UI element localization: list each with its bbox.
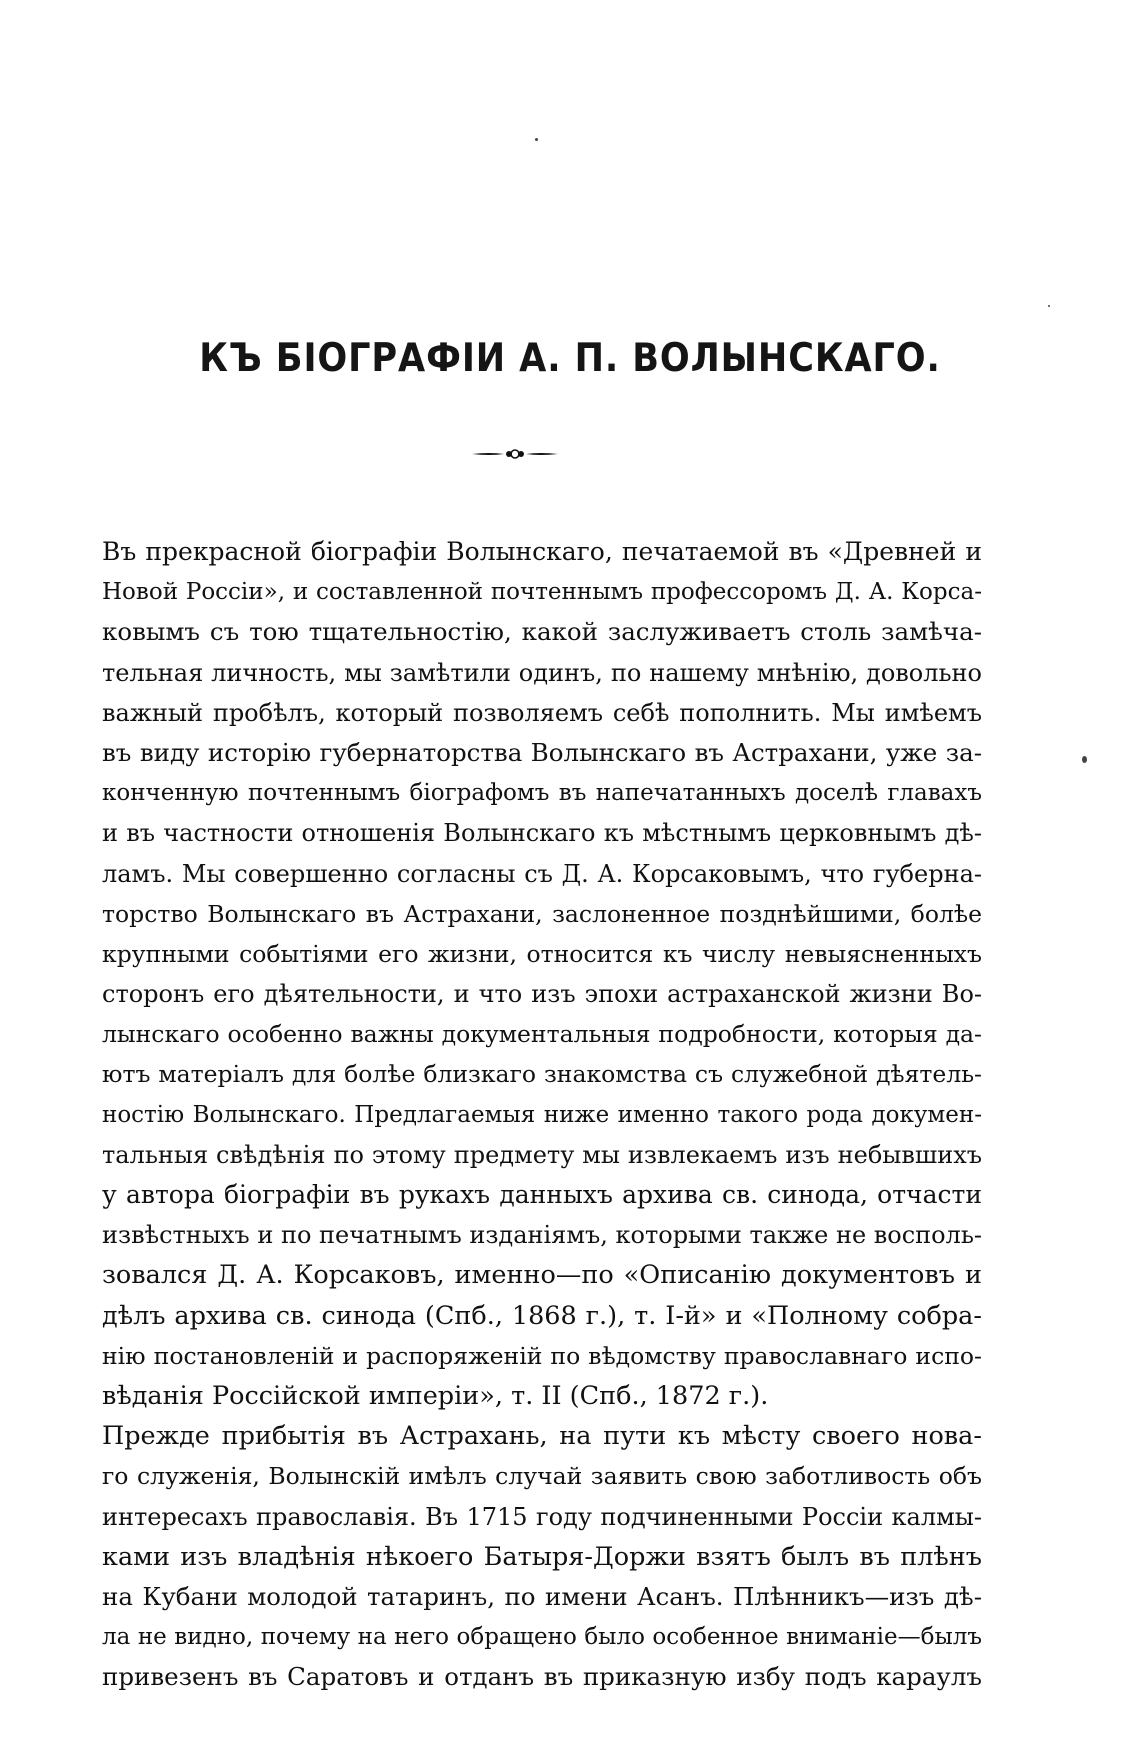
text-line: крупными событіями его жизни, относится къ числу невыясненныхъ xyxy=(102,939,982,968)
text-line: интересахъ православія. Въ 1715 году подчиненными Россіи калмы- xyxy=(102,1502,982,1531)
text-line: важный пробѣлъ, который позволяемъ себѣ пополнить. Мы имѣемъ xyxy=(102,698,982,727)
text-line: лынскаго особенно важны документальныя подробности, которыя да- xyxy=(102,1020,982,1049)
text-line: нію постановленій и распоряженій по вѣдомству православнаго испо- xyxy=(102,1341,982,1370)
text-line: ютъ матеріалъ для болѣе близкаго знакомства съ служебной дѣятель- xyxy=(102,1060,982,1089)
text-line: сторонъ его дѣятельности, и что изъ эпохи астраханской жизни Во- xyxy=(102,980,982,1009)
text-line: ковымъ съ тою тщательностію, какой заслуживаетъ столь замѣча- xyxy=(102,617,982,647)
ornamental-rule-icon xyxy=(470,446,560,462)
article-body xyxy=(102,532,982,1697)
text-line: ламъ. Мы совершенно согласны съ Д. А. Корсаковымъ, что губерна- xyxy=(102,859,982,888)
text-line: и въ частности отношенія Волынскаго къ мѣстнымъ церковнымъ дѣ- xyxy=(102,819,982,848)
text-line: тальныя свѣдѣнія по этому предмету мы извлекаемъ изъ небывшихъ xyxy=(102,1140,982,1169)
page-speck xyxy=(1082,756,1087,763)
text-line: у автора біографіи въ рукахъ данныхъ архива св. синода, отчасти xyxy=(102,1180,982,1209)
text-line: привезенъ въ Саратовъ и отданъ въ приказную избу подъ караулъ xyxy=(102,1662,982,1692)
article-title: КЪ БІОГРАФІИ А. П. ВОЛЫНСКАГО. xyxy=(199,336,941,381)
text-line: торство Волынскаго въ Астрахани, заслоненное позднѣйшими, болѣе xyxy=(102,899,982,928)
text-line: тельная личность, мы замѣтили одинъ, по нашему мнѣнію, довольно xyxy=(102,658,982,687)
text-line: въ виду исторію губернаторства Волынскаго въ Астрахани, уже за- xyxy=(102,737,982,767)
text-line: Въ прекрасной біографіи Волынскаго, печатаемой въ «Древней и xyxy=(102,537,982,566)
text-line: вѣданія Россійской имперіи», т. II (Спб., 1872 г.). xyxy=(102,1380,769,1411)
text-line: зовался Д. А. Корсаковъ, именно—по «Описанію документовъ и xyxy=(102,1260,982,1291)
text-line: Новой Россіи», и составленной почтеннымъ профессоромъ Д. А. Корса- xyxy=(102,579,982,606)
text-line: ностію Волынскаго. Предлагаемыя ниже именно такого рода докумен- xyxy=(102,1101,982,1128)
paragraph-2 xyxy=(102,1416,982,1697)
page-speck xyxy=(1048,305,1050,307)
text-line: дѣлъ архива св. синода (Спб., 1868 г.), т. І-й» и «Полному собра- xyxy=(102,1300,982,1331)
text-line: на Кубани молодой татаринъ, по имени Асанъ. Плѣнникъ—изъ дѣ- xyxy=(102,1581,982,1611)
text-line: Прежде прибытія въ Астрахань, на пути къ мѣсту своего нова- xyxy=(102,1421,982,1452)
text-line: ла не видно, почему на него обращено было особенное вниманіе—былъ xyxy=(102,1624,982,1651)
text-line: ками изъ владѣнія нѣкоего Батыря-Доржи взятъ былъ въ плѣнъ xyxy=(102,1541,982,1572)
paragraph-1 xyxy=(102,532,982,1416)
text-line: конченную почтеннымъ біографомъ въ напечатанныхъ доселѣ главахъ xyxy=(102,780,982,807)
page-speck xyxy=(535,138,538,141)
text-line: го служенія, Волынскій имѣлъ случай заявить свою заботливость объ xyxy=(102,1462,982,1491)
text-line: извѣстныхъ и по печатнымъ изданіямъ, которыми также не восполь- xyxy=(102,1221,982,1250)
